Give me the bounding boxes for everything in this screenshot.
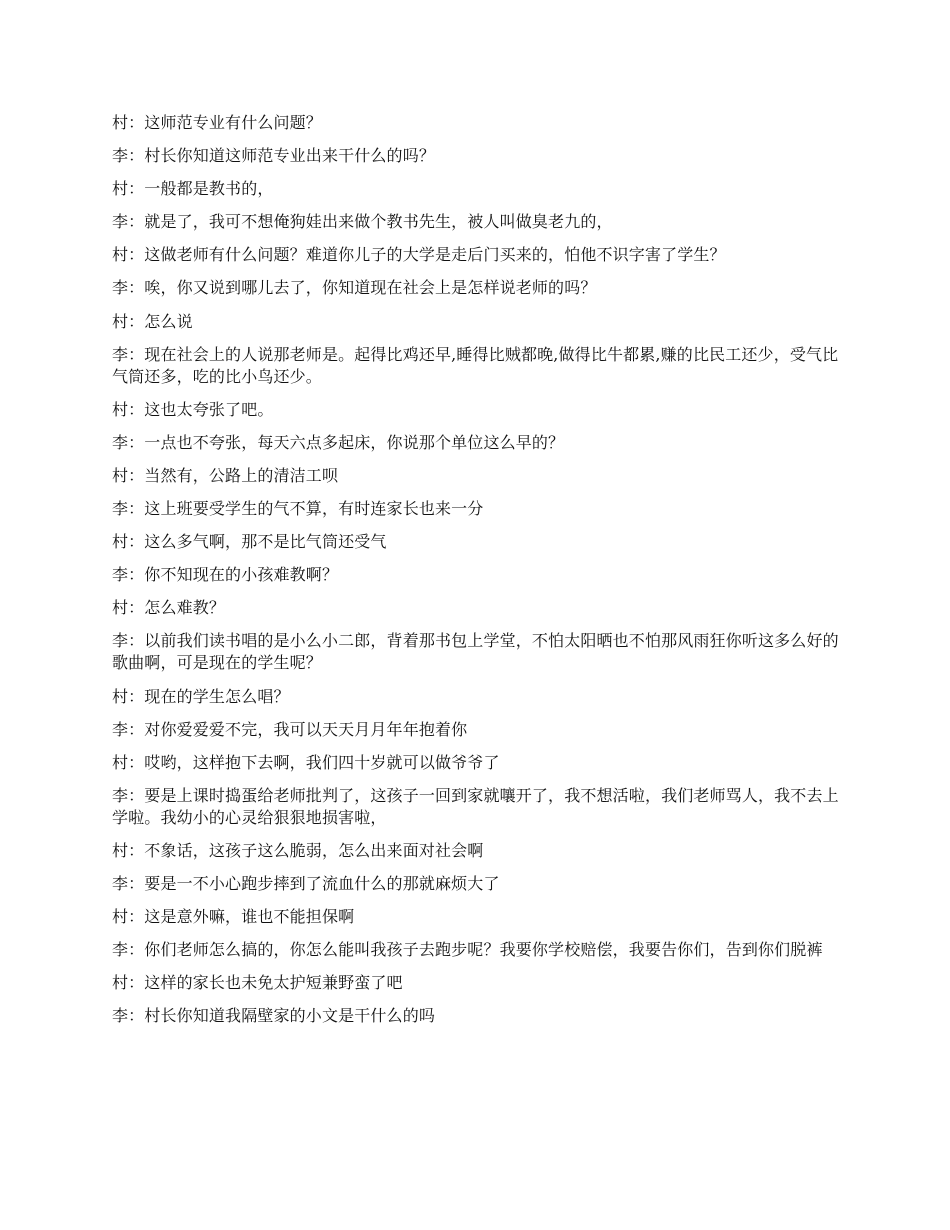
dialogue-line: 村：哎哟，这样抱下去啊，我们四十岁就可以做爷爷了 [112, 752, 500, 772]
dialogue-line: 李：要是一不小心跑步摔到了流血什么的那就麻烦大了 [112, 873, 500, 893]
dialogue-line: 村：这师范专业有什么问题？ [112, 113, 322, 132]
dialogue-line: 李：村长你知道这师范专业出来干什么的吗？ [112, 146, 436, 166]
dialogue-text [112, 112, 842, 1038]
dialogue-line: 村：怎么难教？ [112, 598, 226, 618]
dialogue-line: 李：要是上课时捣蛋给老师批判了，这孩子一回到家就嚷开了，我不想活啦，我们老师骂人，我不去上学啦。我幼小的心灵给狠狠地损害啦， [112, 785, 839, 827]
dialogue-line: 李：你不知现在的小孩难教啊？ [112, 565, 339, 585]
dialogue-line: 李：以前我们读书唱的是小么小二郎，背着那书包上学堂，不怕太阳晒也不怕那风雨狂你听这多么好的歌曲啊，可是现在的学生呢？ [112, 631, 839, 673]
dialogue-line: 李：现在社会上的人说那老师是。起得比鸡还早,睡得比贼都晚,做得比牛都累,赚的比民工还少，受气比气筒还多，吃的比小鸟还少。 [112, 344, 839, 386]
dialogue-line: 村：当然有，公路上的清洁工呗 [112, 465, 339, 485]
dialogue-line: 村：这样的家长也未免太护短兼野蛮了吧 [112, 973, 403, 993]
dialogue-line: 李：你们老师怎么搞的，你怎么能叫我孩子去跑步呢？我要你学校赔偿，我要告你们，告到你们脱裤 [112, 940, 823, 960]
dialogue-line: 村：这也太夸张了吧。 [112, 399, 274, 419]
dialogue-line: 村：这是意外嘛，谁也不能担保啊 [112, 907, 355, 927]
dialogue-line: 村：不象话，这孩子这么脆弱，怎么出来面对社会啊 [112, 840, 484, 860]
dialogue-line: 村：怎么说 [112, 311, 193, 331]
dialogue-line: 村：这做老师有什么问题？难道你儿子的大学是走后门买来的，怕他不识字害了学生？ [112, 245, 726, 265]
dialogue-line: 李：对你爱爱爱不完，我可以天天月月年年抱着你 [112, 719, 468, 739]
dialogue-line: 村：现在的学生怎么唱？ [112, 686, 290, 706]
dialogue-line: 李：这上班要受学生的气不算，有时连家长也来一分 [112, 499, 484, 519]
dialogue-line: 李：就是了，我可不想俺狗娃出来做个教书先生，被人叫做臭老九的， [112, 212, 613, 232]
dialogue-line: 村：这么多气啊，那不是比气筒还受气 [112, 532, 387, 552]
dialogue-line: 李：一点也不夸张，每天六点多起床，你说那个单位这么早的？ [112, 432, 565, 452]
dialogue-line: 村：一般都是教书的， [112, 179, 274, 199]
dialogue-line: 李：村长你知道我隔壁家的小文是干什么的吗 [112, 1006, 436, 1026]
dialogue-line: 李：唉，你又说到哪儿去了，你知道现在社会上是怎样说老师的吗？ [112, 278, 597, 298]
